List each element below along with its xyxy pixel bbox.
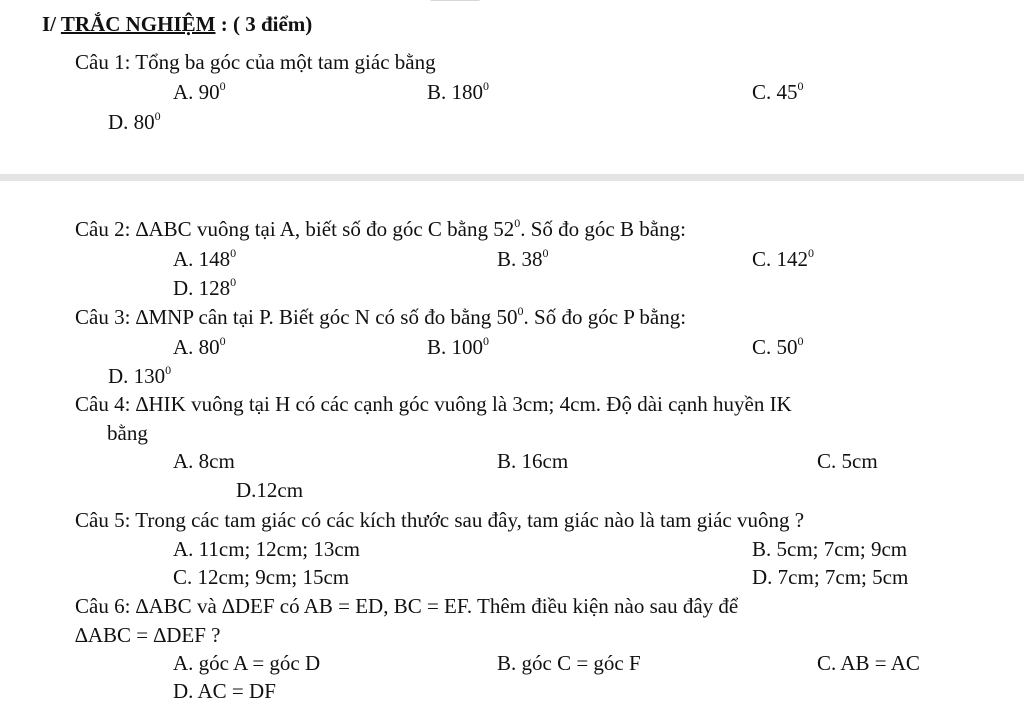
q3-d-label: D. — [108, 364, 134, 388]
section-title — [42, 14, 312, 35]
q1-c-value: 45 — [776, 80, 798, 104]
section-title-suffix: : ( 3 điểm) — [215, 12, 313, 36]
q3-stem — [75, 304, 687, 329]
q2-c-sup: 0 — [808, 246, 815, 260]
q2-b-value: 38 — [521, 247, 543, 271]
q3-option-b — [427, 334, 490, 359]
q3-d-sup: 0 — [165, 363, 172, 377]
q1-c-sup: 0 — [797, 79, 804, 93]
q6-option-a: A. góc A = góc D — [173, 651, 321, 675]
q2-a-label: A. — [173, 247, 199, 271]
q2-c-label: C. — [752, 247, 777, 271]
q3-a-sup: 0 — [219, 334, 226, 348]
q1-a-sup: 0 — [219, 79, 226, 93]
q2-c-value: 142 — [776, 247, 809, 271]
q1-stem: Câu 1: Tổng ba góc của một tam giác bằng — [75, 50, 436, 74]
q2-b-sup: 0 — [542, 246, 549, 260]
q3-a-label: A. — [173, 335, 199, 359]
q2-a-sup: 0 — [230, 246, 237, 260]
q2-stem-pre: Câu 2: ∆ABC vuông tại A, biết số đo góc C bằng 52 — [75, 217, 515, 241]
q5-option-a: A. 11cm; 12cm; 13cm — [173, 537, 361, 561]
q1-option-c — [752, 79, 804, 104]
q1-a-value: 90 — [198, 80, 220, 104]
q1-d-sup: 0 — [154, 109, 161, 123]
q4-stem-line1: Câu 4: ∆HIK vuông tại H có các cạnh góc vuông là 3cm; 4cm. Độ dài cạnh huyền IK — [75, 392, 792, 416]
q2-option-b — [497, 246, 549, 271]
q1-c-label: C. — [752, 80, 777, 104]
q2-stem-post: . Số đo góc B bằng: — [520, 217, 686, 241]
q1-b-label: B. — [427, 80, 452, 104]
q3-b-value: 100 — [451, 335, 484, 359]
q3-option-a — [173, 334, 226, 359]
q5-option-d: D. 7cm; 7cm; 5cm — [752, 565, 909, 589]
q3-stem-sup: 0 — [517, 304, 524, 318]
top-edge-mark — [430, 0, 480, 1]
q2-option-a — [173, 246, 237, 271]
q3-option-d — [108, 363, 172, 388]
q2-stem — [75, 216, 686, 241]
q6-option-d: D. AC = DF — [173, 679, 276, 703]
q6-stem-line2: ∆ABC = ∆DEF ? — [75, 623, 221, 647]
q5-option-c: C. 12cm; 9cm; 15cm — [173, 565, 350, 589]
page-separator-band — [0, 174, 1024, 181]
q2-a-value: 148 — [198, 247, 231, 271]
section-title-main: TRẮC NGHIỆM — [60, 12, 216, 36]
q4-option-d: D.12cm — [236, 478, 304, 502]
q1-b-value: 180 — [451, 80, 484, 104]
q6-option-b: B. góc C = góc F — [497, 651, 641, 675]
q4-stem-line2: bằng — [107, 421, 148, 445]
q6-option-c: C. AB = AC — [817, 651, 920, 675]
q1-option-d — [108, 109, 161, 134]
q4-option-b: B. 16cm — [497, 449, 569, 473]
q3-c-value: 50 — [776, 335, 798, 359]
q2-d-label: D. — [173, 276, 199, 300]
q3-c-label: C. — [752, 335, 777, 359]
q1-option-a — [173, 79, 226, 104]
section-title-prefix: I/ — [42, 12, 61, 36]
q2-option-d — [173, 275, 237, 300]
q3-d-value: 130 — [133, 364, 166, 388]
q1-a-label: A. — [173, 80, 199, 104]
q1-d-label: D. — [108, 110, 134, 134]
q2-d-value: 128 — [198, 276, 231, 300]
q1-b-sup: 0 — [483, 79, 490, 93]
q2-stem-sup: 0 — [514, 216, 521, 230]
q6-stem-line1: Câu 6: ∆ABC và ∆DEF có AB = ED, BC = EF. Thêm điều kiện nào sau đây để — [75, 594, 739, 618]
q3-stem-post: . Số đo góc P bằng: — [523, 305, 687, 329]
q1-d-value: 80 — [133, 110, 155, 134]
q3-option-c — [752, 334, 804, 359]
q3-c-sup: 0 — [797, 334, 804, 348]
q2-d-sup: 0 — [230, 275, 237, 289]
q2-b-label: B. — [497, 247, 522, 271]
q3-b-sup: 0 — [483, 334, 490, 348]
q4-option-c: C. 5cm — [817, 449, 878, 473]
q5-stem: Câu 5: Trong các tam giác có các kích thước sau đây, tam giác nào là tam giác vuông ? — [75, 508, 805, 532]
q4-option-a: A. 8cm — [173, 449, 235, 473]
q3-b-label: B. — [427, 335, 452, 359]
q3-stem-pre: Câu 3: ∆MNP cân tại P. Biết góc N có số đo bằng 50 — [75, 305, 518, 329]
q1-option-b — [427, 79, 490, 104]
q5-option-b: B. 5cm; 7cm; 9cm — [752, 537, 908, 561]
q2-option-c — [752, 246, 815, 271]
q3-a-value: 80 — [198, 335, 220, 359]
